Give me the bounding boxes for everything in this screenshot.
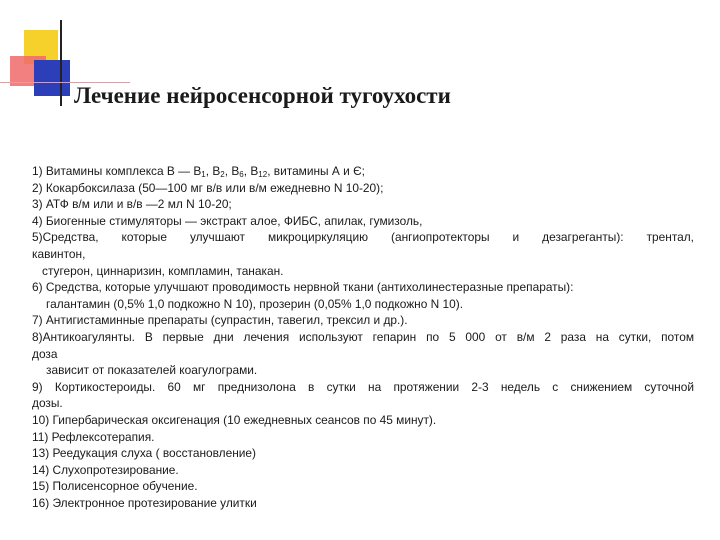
slide-title: Лечение нейросенсорной тугоухости bbox=[74, 83, 451, 108]
list-item-nerve-conduction-cont: галантамин (0,5% 1,0 подкожно N 10), прозерин (0,05% 1,0 подкожно N 10). bbox=[46, 296, 464, 311]
list-item-microcirculation-cont-2: стугерон, циннаризин, компламин, танакан. bbox=[42, 263, 284, 278]
list-item-corticosteroids: 9) Кортикостероиды. 60 мг преднизолона в сутки на протяжении 2-3 недель с снижением суточной bbox=[32, 379, 694, 394]
list-item-microcirculation-cont-1: кавинтон, bbox=[32, 246, 86, 261]
list-item-corticosteroids-cont: дозы. bbox=[32, 396, 63, 411]
list-item-hearing-aids: 14) Слухопротезирование. bbox=[32, 462, 179, 477]
list-item-cochlear-implant: 16) Электронное протезирование улитки bbox=[32, 495, 257, 510]
list-item-antihistamines: 7) Антигистаминные препараты (супрастин, тавегил, трексил и др.). bbox=[32, 313, 408, 328]
list-item-cocarboxylase: 2) Кокарбоксилаза (50—100 мг в/в или в/м ежедневно N 10-20); bbox=[32, 180, 384, 195]
list-item-anticoagulants: 8)Антикоагулянты. В первые дни лечения используют гепарин по 5 000 от в/м 2 раза на сутки, потом bbox=[32, 329, 694, 344]
treatment-list bbox=[32, 163, 694, 511]
decor-blue-square bbox=[34, 60, 70, 96]
decor-vertical-line bbox=[60, 20, 62, 106]
list-item-hearing-reeducation: 13) Реедукация слуха ( восстановление) bbox=[32, 446, 257, 461]
list-item-vitamins: 1) Витамины комплекса В — $В_1$, $В_2$, $В_6$, $В_{12}$, витамины А и Є; bbox=[32, 164, 365, 179]
list-item-nerve-conduction: 6) Средства, которые улучшают проводимость нервной ткани (антихолинестеразные препараты): bbox=[32, 280, 574, 295]
list-item-atp: 3) АТФ в/м или и в/в —2 мл N 10-20; bbox=[32, 197, 232, 212]
list-item-hyperbaric: 10) Гипербарическая оксигенация (10 ежедневных сеансов по 45 минут). bbox=[32, 412, 437, 427]
list-item-polysensory: 15) Полисенсорное обучение. bbox=[32, 479, 198, 494]
list-item-microcirculation: 5)Средства, которые улучшают микроциркуляцию (ангиопротекторы и дезагреганты): трентал, bbox=[32, 230, 694, 245]
list-item-reflexotherapy: 11) Рефлексотерапия. bbox=[32, 429, 155, 444]
list-item-anticoagulants-cont-1: доза bbox=[32, 346, 58, 361]
list-item-biostimulators: 4) Биогенные стимуляторы — экстракт алое, ФИБС, апилак, гумизоль, bbox=[32, 213, 423, 228]
list-item-anticoagulants-cont-2: зависит от показателей коагулограми. bbox=[46, 363, 258, 378]
